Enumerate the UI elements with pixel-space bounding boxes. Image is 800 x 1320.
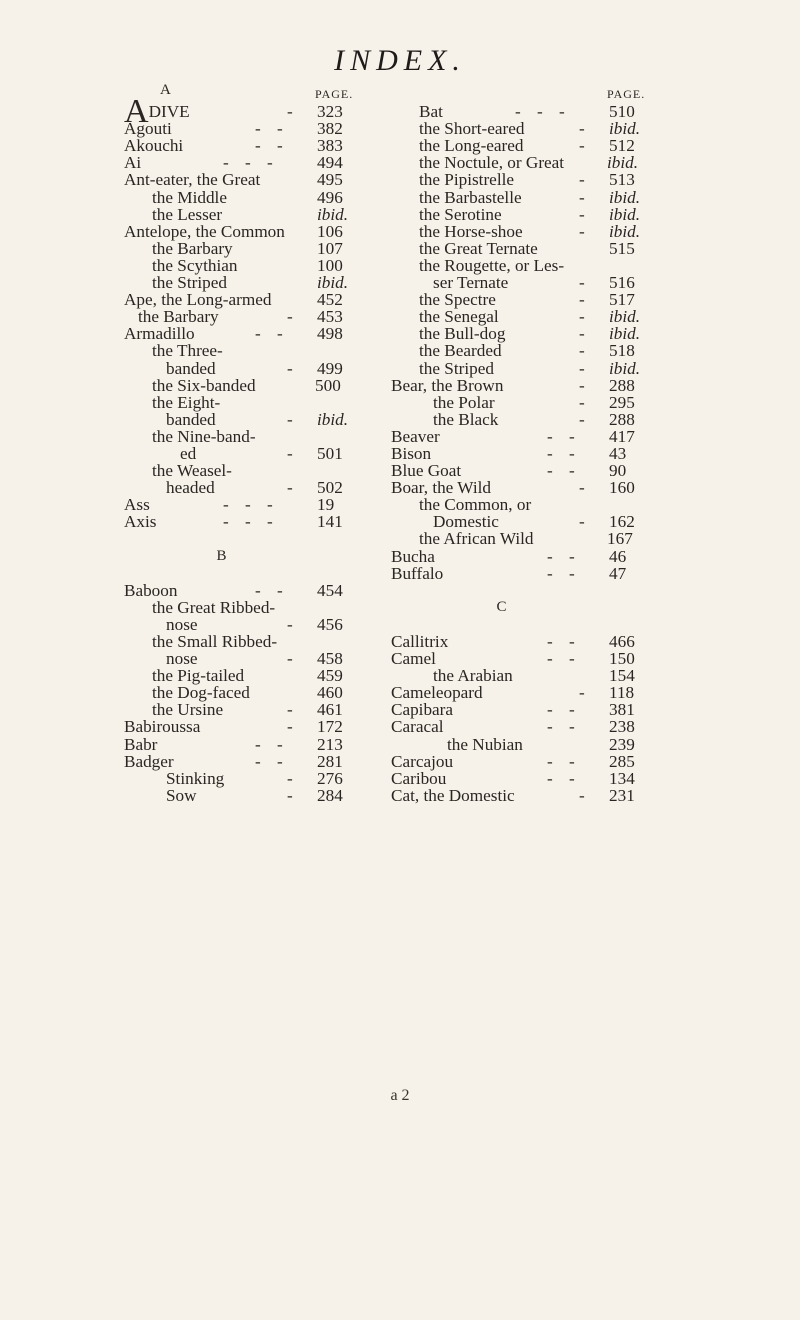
page-number: 239	[609, 734, 635, 754]
index-entry	[389, 377, 654, 394]
entry-name: the Senegal	[419, 307, 499, 327]
leader-dashes: -	[579, 273, 591, 293]
leader-dashes: -	[287, 409, 299, 429]
page-number: 238	[609, 717, 635, 737]
entry-name: Ape, the Long-armed	[124, 290, 272, 310]
leader-dashes: - -	[255, 324, 289, 344]
page-number: 172	[317, 717, 343, 737]
entry-name: Bear, the Brown	[391, 375, 504, 395]
leader-dashes: -	[579, 392, 591, 412]
index-entry	[389, 513, 654, 530]
index-entry	[124, 360, 389, 377]
page-number: 498	[317, 324, 343, 344]
entry-name: ADIVE	[124, 93, 190, 131]
entry-name: Baboon	[124, 580, 178, 600]
index-entry	[124, 530, 389, 547]
index-entry	[389, 616, 654, 633]
entry-name: Camel	[391, 649, 436, 669]
page-number: 213	[317, 734, 343, 754]
section-letter: A	[160, 82, 171, 98]
entry-name: the Rougette, or Les-	[419, 255, 565, 275]
index-entry	[389, 189, 654, 206]
page-number: 106	[317, 221, 343, 241]
index-entry	[124, 496, 389, 513]
leader-dashes: - -	[255, 734, 289, 754]
entry-name: the Scythian	[152, 255, 238, 275]
page-number: ibid.	[609, 119, 641, 139]
entry-name: the Short-eared	[419, 119, 525, 139]
index-entry	[389, 360, 654, 377]
index-entry	[389, 770, 654, 787]
entry-name: the Dog-faced	[152, 683, 250, 703]
index-entry	[124, 240, 389, 257]
index-entry	[389, 650, 654, 667]
entry-name: the Nubian	[447, 734, 523, 754]
page-number: 495	[317, 170, 343, 190]
leader-dashes: - -	[547, 649, 581, 669]
column-header	[124, 82, 389, 103]
page-number: 513	[609, 170, 635, 190]
page-number: 466	[609, 632, 635, 651]
leader-dashes: - - -	[223, 153, 279, 173]
entry-name: the Bull-dog	[419, 324, 506, 344]
entry-name: ed	[180, 443, 197, 463]
page-number: ibid.	[609, 324, 641, 344]
leader-dashes: -	[579, 307, 591, 327]
leader-dashes: -	[579, 409, 591, 429]
page-number: 323	[317, 102, 343, 122]
entry-name: the African Wild	[419, 529, 534, 549]
entry-name: Babiroussa	[124, 717, 201, 737]
index-entry	[124, 445, 389, 462]
entry-name: Caracal	[391, 717, 444, 737]
entry-name: ser Ternate	[433, 273, 509, 293]
index-entry	[389, 565, 654, 582]
leader-dashes: -	[579, 358, 591, 378]
entry-name: the Lesser	[152, 204, 223, 224]
index-entry	[389, 582, 654, 599]
index-entry	[124, 342, 389, 359]
index-entry	[389, 684, 654, 701]
index-entry	[389, 291, 654, 308]
index-entry	[389, 736, 654, 753]
leader-dashes: - -	[255, 119, 289, 139]
entry-name: Badger	[124, 751, 174, 771]
entry-name: the Great Ternate	[419, 238, 538, 258]
leader-dashes: -	[579, 375, 591, 395]
entry-name: banded	[166, 409, 216, 429]
page-header: PAGE.	[315, 87, 354, 101]
page-number: 141	[317, 512, 343, 532]
leader-dashes: -	[287, 102, 299, 122]
leader-dashes: -	[579, 290, 591, 310]
entry-name: the Great Ribbed-	[152, 597, 276, 617]
index-entry	[389, 462, 654, 479]
leader-dashes: - -	[547, 632, 581, 651]
entry-name: Bison	[391, 443, 432, 463]
index-entry	[389, 787, 654, 804]
page-number: 46	[609, 546, 627, 566]
page-number: 154	[609, 666, 635, 686]
page-number: 160	[609, 478, 635, 498]
leader-dashes: -	[579, 204, 591, 224]
index-entry	[124, 616, 389, 633]
page-number: 459	[317, 666, 343, 686]
entry-name: the Pipistrelle	[419, 170, 514, 190]
entry-name: banded	[166, 358, 216, 378]
page-number: 512	[609, 136, 635, 156]
entry-name: the Small Ribbed-	[152, 632, 278, 651]
index-entry	[389, 394, 654, 411]
entry-name: the Nine-band-	[152, 426, 256, 446]
leader-dashes: -	[579, 785, 591, 805]
index-entry	[124, 513, 389, 530]
index-entry	[124, 582, 389, 599]
index-entry	[389, 223, 654, 240]
page-number: 288	[609, 375, 635, 395]
entry-name: Ai	[124, 153, 142, 173]
entry-name: the Common, or	[419, 495, 532, 515]
page-number: 162	[609, 512, 635, 532]
index-entry	[389, 479, 654, 496]
entry-name: the Striped	[419, 358, 494, 378]
index-entry	[389, 701, 654, 718]
entry-name: the Barbastelle	[419, 187, 522, 207]
entry-name: Ass	[124, 495, 150, 515]
section-heading: B	[216, 547, 227, 564]
index-column-left	[124, 82, 389, 805]
page-number: ibid.	[607, 153, 639, 173]
entry-name: Babr	[124, 734, 158, 754]
page-number: 47	[609, 563, 627, 583]
page-number: ibid.	[317, 409, 349, 429]
index-entry	[124, 120, 389, 137]
leader-dashes: -	[287, 358, 299, 378]
index-entry	[124, 394, 389, 411]
index-entry	[124, 667, 389, 684]
page-number: 456	[317, 614, 343, 634]
page-number: 496	[317, 187, 343, 207]
leader-dashes: - -	[547, 546, 581, 566]
page-title: INDEX.	[334, 44, 466, 77]
leader-dashes: -	[287, 307, 299, 327]
index-entry	[124, 428, 389, 445]
leader-dashes: - -	[547, 768, 581, 788]
leader-dashes: - -	[255, 580, 289, 600]
page-number: 494	[317, 153, 343, 173]
entry-name: the Eight-	[152, 392, 221, 412]
entry-name: Armadillo	[124, 324, 195, 344]
leader-dashes: -	[579, 221, 591, 241]
leader-dashes: -	[579, 512, 591, 532]
entry-name: Buffalo	[391, 563, 444, 583]
index-entry	[124, 189, 389, 206]
page-number: 454	[317, 580, 343, 600]
page-number: 43	[609, 443, 627, 463]
page-number: ibid.	[317, 273, 349, 293]
leader-dashes: -	[287, 649, 299, 669]
entry-name: the Ursine	[152, 700, 224, 720]
entry-name: the Barbary	[152, 238, 233, 258]
page-number: 19	[317, 495, 335, 515]
entry-name: Stinking	[166, 768, 225, 788]
page-header: PAGE.	[607, 87, 646, 101]
leader-dashes: - -	[255, 136, 289, 156]
index-entry	[124, 257, 389, 274]
page-number: ibid.	[609, 204, 641, 224]
index-entry	[124, 633, 389, 650]
entry-name: the Three-	[152, 341, 223, 361]
index-entry	[389, 154, 654, 171]
signature-mark: a 2	[390, 1087, 410, 1104]
page-number: 453	[317, 307, 343, 327]
index-entry	[389, 633, 654, 650]
index-entry	[124, 599, 389, 616]
index-entry	[389, 308, 654, 325]
entry-name: the Black	[433, 409, 499, 429]
leader-dashes: -	[287, 768, 299, 788]
entry-name: the Bearded	[419, 341, 502, 361]
leader-dashes: - -	[547, 461, 581, 481]
page-number: 460	[317, 683, 343, 703]
index-entry	[124, 770, 389, 787]
entry-name: Blue Goat	[391, 461, 462, 481]
leader-dashes: - -	[255, 751, 289, 771]
index-entry	[124, 291, 389, 308]
index-entry	[124, 565, 389, 582]
index-entry	[124, 377, 389, 394]
page-number: ibid.	[609, 358, 641, 378]
index-entry	[124, 479, 389, 496]
entry-name: Capibara	[391, 700, 454, 720]
index-entry	[124, 274, 389, 291]
leader-dashes: - - -	[515, 102, 571, 122]
column-header	[389, 86, 654, 103]
page-number: 501	[317, 443, 343, 463]
index-entry	[389, 428, 654, 445]
index-entry	[124, 171, 389, 188]
leader-dashes: -	[287, 443, 299, 463]
entry-name: Domestic	[433, 512, 499, 532]
entry-name: Sow	[166, 785, 197, 805]
index-entry	[124, 650, 389, 667]
entry-name: the Pig-tailed	[152, 666, 245, 686]
page-number: 134	[609, 768, 635, 788]
page-number: ibid.	[609, 221, 641, 241]
leader-dashes: -	[287, 478, 299, 498]
index-entry	[389, 411, 654, 428]
index-entry	[124, 325, 389, 342]
index-entry	[124, 753, 389, 770]
index-entry	[389, 171, 654, 188]
leader-dashes: -	[579, 187, 591, 207]
index-entry	[389, 103, 654, 120]
entry-name: Cat, the Domestic	[391, 785, 515, 805]
leader-dashes: - -	[547, 563, 581, 583]
page-number: 452	[317, 290, 343, 310]
index-entry	[389, 667, 654, 684]
page-number: 281	[317, 751, 343, 771]
entry-name: Callitrix	[391, 632, 449, 651]
entry-name: Bat	[419, 102, 443, 122]
page-number: 295	[609, 392, 635, 412]
leader-dashes: -	[579, 170, 591, 190]
index-entry	[124, 736, 389, 753]
index-entry	[124, 137, 389, 154]
index-entry	[389, 496, 654, 513]
index-entry	[124, 411, 389, 428]
page-number: 118	[609, 683, 635, 703]
entry-name: Antelope, the Common	[124, 221, 285, 241]
leader-dashes: - -	[547, 700, 581, 720]
index-entry	[389, 257, 654, 274]
page-number: 276	[317, 768, 343, 788]
index-entry	[124, 206, 389, 223]
entry-name: the Spectre	[419, 290, 496, 310]
index-entry	[124, 308, 389, 325]
leader-dashes: -	[579, 683, 591, 703]
entry-name: Carcajou	[391, 751, 454, 771]
entry-name: nose	[166, 614, 198, 634]
page-number: 100	[317, 255, 343, 275]
leader-dashes: -	[287, 700, 299, 720]
entry-name: the Striped	[152, 273, 227, 293]
index-entry	[389, 718, 654, 735]
page-number: ibid.	[317, 204, 349, 224]
index-entry	[124, 701, 389, 718]
index-entry	[389, 274, 654, 291]
page-number: 381	[609, 700, 635, 720]
index-entry	[389, 325, 654, 342]
entry-name: Akouchi	[124, 136, 184, 156]
page-number: 518	[609, 341, 635, 361]
page-number: 417	[609, 426, 635, 446]
index-column-right	[389, 86, 654, 804]
entry-name: Bucha	[391, 546, 435, 566]
page-number: ibid.	[609, 307, 641, 327]
entry-name: the Six-banded	[152, 375, 256, 395]
leader-dashes: - -	[547, 717, 581, 737]
entry-name: headed	[166, 478, 215, 498]
entry-name: Beaver	[391, 426, 440, 446]
index-entry	[389, 548, 654, 565]
entry-name: Caribou	[391, 768, 447, 788]
index-entry	[389, 240, 654, 257]
leader-dashes: - -	[547, 426, 581, 446]
leader-dashes: -	[287, 717, 299, 737]
page-number: 231	[609, 785, 635, 805]
leader-dashes: - - -	[223, 512, 279, 532]
section-heading: C	[496, 598, 507, 615]
entry-name: Cameleopard	[391, 683, 483, 703]
leader-dashes: -	[579, 119, 591, 139]
entry-name: Agouti	[124, 119, 172, 139]
page-number: 499	[317, 358, 343, 378]
leader-dashes: -	[579, 324, 591, 344]
index-entry	[389, 206, 654, 223]
leader-dashes: -	[579, 478, 591, 498]
page-number: 288	[609, 409, 635, 429]
index-entry	[389, 530, 654, 547]
page-number: 510	[609, 102, 635, 122]
index-entry	[124, 684, 389, 701]
entry-name: the Noctule, or Great	[419, 153, 565, 173]
index-entry	[389, 342, 654, 359]
index-entry	[389, 137, 654, 154]
page-number: 500	[315, 375, 341, 395]
leader-dashes: -	[579, 136, 591, 156]
page-number: 382	[317, 119, 343, 139]
index-entry	[389, 753, 654, 770]
index-entry	[389, 120, 654, 137]
index-entry	[124, 154, 389, 171]
entry-name: Boar, the Wild	[391, 478, 491, 498]
page-number: 284	[317, 785, 343, 805]
page-number: 150	[609, 649, 635, 669]
index-entry	[124, 223, 389, 240]
entry-name: the Horse-shoe	[419, 221, 523, 241]
page-number: 167	[607, 529, 633, 549]
page-number: 107	[317, 238, 343, 258]
leader-dashes: - -	[547, 443, 581, 463]
leader-dashes: - -	[547, 751, 581, 771]
entry-name: the Middle	[152, 187, 227, 207]
leader-dashes: -	[287, 785, 299, 805]
entry-name: Ant-eater, the Great	[124, 170, 261, 190]
page-number: 383	[317, 136, 343, 156]
entry-name: nose	[166, 649, 198, 669]
page-number: 458	[317, 649, 343, 669]
page-number: 517	[609, 290, 635, 310]
entry-name: the Long-eared	[419, 136, 524, 156]
entry-name: the Polar	[433, 392, 495, 412]
page-number: ibid.	[609, 187, 641, 207]
index-entry	[124, 462, 389, 479]
entry-name: the Barbary	[138, 307, 219, 327]
leader-dashes: - - -	[223, 495, 279, 515]
page-number: 90	[609, 461, 627, 481]
entry-name: Axis	[124, 512, 157, 532]
page-number: 461	[317, 700, 343, 720]
leader-dashes: -	[579, 341, 591, 361]
index-entry	[124, 787, 389, 804]
entry-name: the Arabian	[433, 666, 513, 686]
entry-name: the Serotine	[419, 204, 502, 224]
page-number: 285	[609, 751, 635, 771]
index-entry	[124, 718, 389, 735]
page-number: 502	[317, 478, 343, 498]
page-number: 516	[609, 273, 635, 293]
entry-name: the Weasel-	[152, 461, 232, 481]
page-number: 515	[609, 238, 635, 258]
leader-dashes: -	[287, 614, 299, 634]
index-entry	[389, 445, 654, 462]
